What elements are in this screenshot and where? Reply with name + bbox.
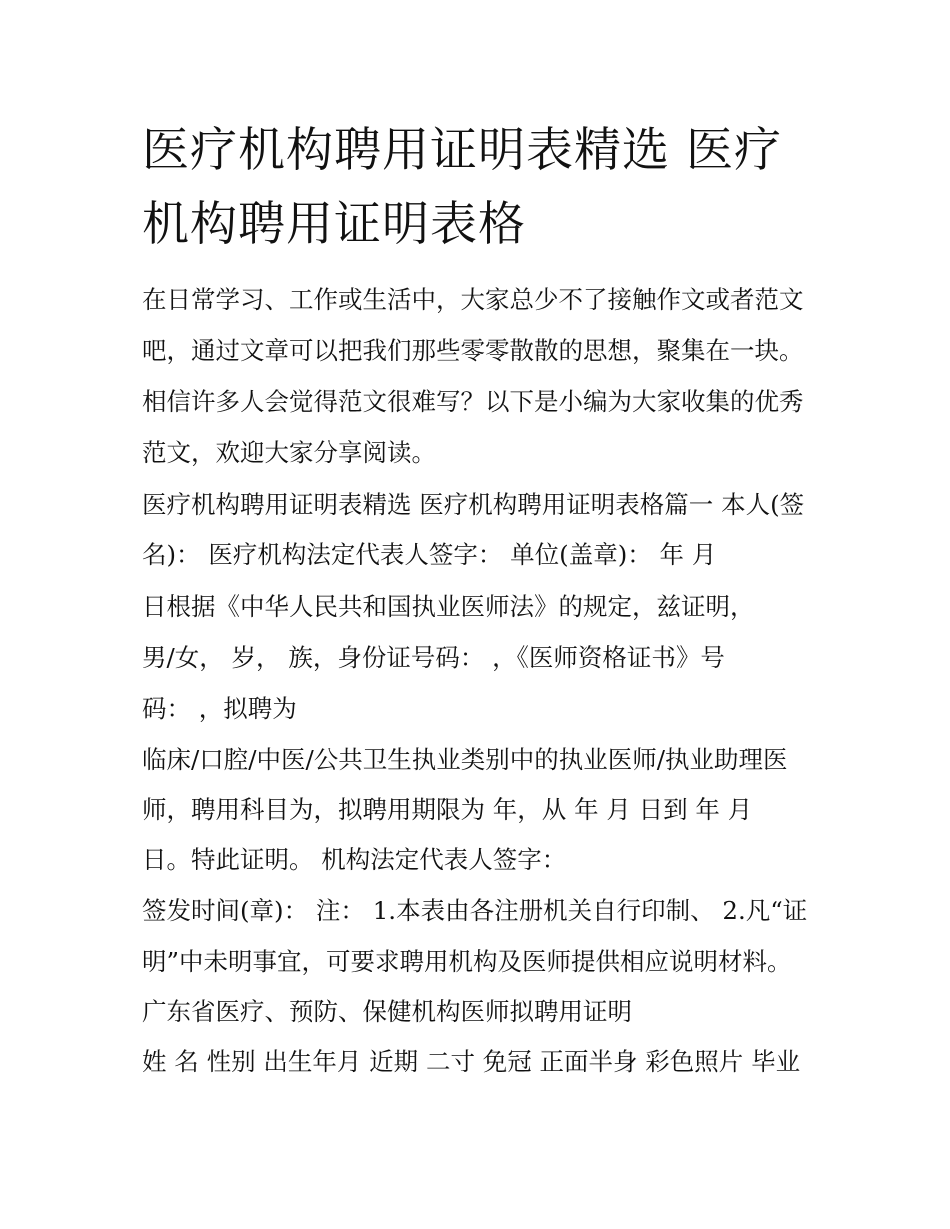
paragraph-line: 男/女， 岁， 族，身份证号码： ，《医师资格证书》号 [142, 643, 725, 672]
paragraph-line: 临床/口腔/中医/公共卫生执业类别中的执业医师/执业助理医 [142, 745, 788, 774]
paragraph-line: 签发时间(章)： 注： 1.本表由各注册机关自行印制、 2.凡“证 [142, 896, 808, 925]
paragraph-line: 吧，通过文章可以把我们那些零零散散的思想，聚集在一块。 [142, 336, 804, 365]
paragraph-line: 姓 名 性别 出生年月 近期 二寸 免冠 正面半身 彩色照片 毕业 [142, 1047, 801, 1076]
paragraph-line: 师，聘用科目为，拟聘用期限为 年，从 年 月 日到 年 月 [142, 795, 753, 824]
paragraph-line: 码： ，拟聘为 [142, 694, 297, 723]
paragraph-line: 范文，欢迎大家分享阅读。 [142, 438, 436, 467]
paragraph-line: 在日常学习、工作或生活中，大家总少不了接触作文或者范文 [142, 285, 804, 314]
paragraph-line: 名)： 医疗机构法定代表人签字： 单位(盖章)： 年 月 [142, 540, 717, 569]
paragraph-line: 明”中未明事宜，可要求聘用机构及医师提供相应说明材料。 [142, 947, 792, 976]
document-title: 医疗机构聘用证明表精选 医疗机构聘用证明表格 [142, 123, 782, 252]
paragraph-line: 日。特此证明。 机构法定代表人签字： [142, 845, 567, 874]
paragraph-line: 相信许多人会觉得范文很难写？以下是小编为大家收集的优秀 [142, 387, 804, 416]
paragraph-line: 广东省医疗、预防、保健机构医师拟聘用证明 [142, 997, 632, 1026]
paragraph-line: 医疗机构聘用证明表精选 医疗机构聘用证明表格篇一 本人(签 [142, 490, 805, 519]
paragraph-line: 日根据《中华人民共和国执业医师法》的规定，兹证明， [142, 592, 755, 621]
